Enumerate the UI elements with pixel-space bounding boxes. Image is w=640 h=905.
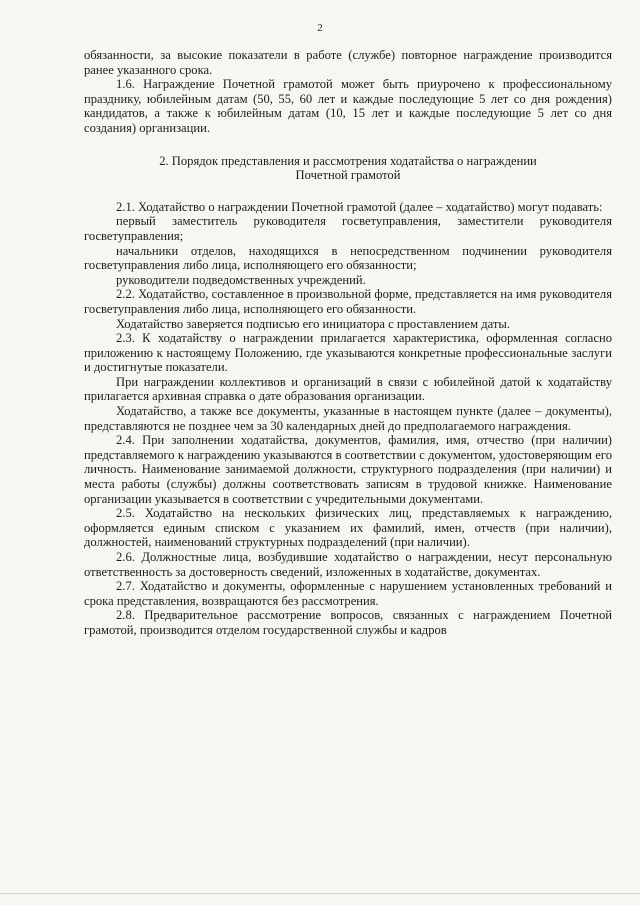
document-body xyxy=(84,48,612,638)
list-item-first-deputy: первый заместитель руководителя госветуправления, заместители руководителя госветуправления; xyxy=(84,214,612,243)
section-heading xyxy=(84,154,612,183)
paragraph-2-2: 2.2. Ходатайство, составленное в произвольной форме, представляется на имя руководителя госветуправления либо лица, исполняющего его обязанности. xyxy=(84,287,612,316)
paragraph-2-4: 2.4. При заполнении ходатайства, документов, фамилия, имя, отчество (при наличии) представляемого к награждению указываются в соответствии с документом, удостоверяющим его личность. Наименование занимаемой должности, структурного подразделения (при наличии) и места работы (службы) должны соответствовать записям в трудовой книжке. Наименование организации указывается в соответствии с учредительными документами. xyxy=(84,433,612,506)
paragraph-2-6: 2.6. Должностные лица, возбудившие ходатайство о награждении, несут персональную ответственность за достоверность сведений, изложенных в ходатайстве, документах. xyxy=(84,550,612,579)
paragraph-signature: Ходатайство заверяется подписью его инициатора с проставлением даты. xyxy=(116,316,511,331)
section-heading-line-1: 2. Порядок представления и рассмотрения ходатайства о награждении xyxy=(159,153,537,168)
paragraph-continuation: обязанности, за высокие показатели в работе (службе) повторное награждение производится ранее указанного срока. xyxy=(84,48,612,77)
page-number: 2 xyxy=(317,22,323,34)
paragraph-2-1: 2.1. Ходатайство о награждении Почетной грамотой (далее – ходатайство) могут подавать: xyxy=(116,199,603,214)
list-item-department-heads: начальники отделов, находящихся в непосредственном подчинении руководителя госветуправления либо лица, исполняющего его обязанности; xyxy=(84,243,612,273)
section-heading-line-2: Почетной грамотой xyxy=(295,168,401,183)
scan-edge-line xyxy=(0,893,640,894)
paragraph-1-6: 1.6. Награждение Почетной грамотой может быть приурочено к профессиональному празднику, юбилейным датам (50, 55, 60 лет и каждые последующие 5 лет со дня рождения) кандидатов, а также к юбилейным датам (10, 15 лет и каждые последующие 5 лет со дня создания) организации. xyxy=(84,77,612,135)
paragraph-2-7: 2.7. Ходатайство и документы, оформленные с нарушением установленных требований и срока представления, возвращаются без рассмотрения. xyxy=(84,579,612,608)
paragraph-2-8: 2.8. Предварительное рассмотрение вопросов, связанных с награждением Почетной грамотой, производится отделом государственной службы и кадров xyxy=(84,608,612,637)
paragraph-2-3: 2.3. К ходатайству о награждении прилагается характеристика, оформленная согласно приложению к настоящему Положению, где указываются конкретные профессиональные заслуги и достигнутые показатели. xyxy=(84,331,612,375)
paragraph-2-5: 2.5. Ходатайство на нескольких физических лиц, представляемых к награждению, оформляется единым списком с указанием их фамилий, имен, отчеств (при наличии), должностей, наименований структурных подразделений (при наличии). xyxy=(84,506,612,550)
paragraph-deadline: Ходатайство, а также все документы, указанные в настоящем пункте (далее – документы), представляются не позднее чем за 30 календарных дней до предполагаемого награждения. xyxy=(84,404,612,433)
list-item-subordinate-heads: руководители подведомственных учреждений. xyxy=(116,272,366,287)
paragraph-anniversary: При награждении коллективов и организаций в связи с юбилейной датой к ходатайству прилагается архивная справка о дате образования организации. xyxy=(84,374,612,404)
